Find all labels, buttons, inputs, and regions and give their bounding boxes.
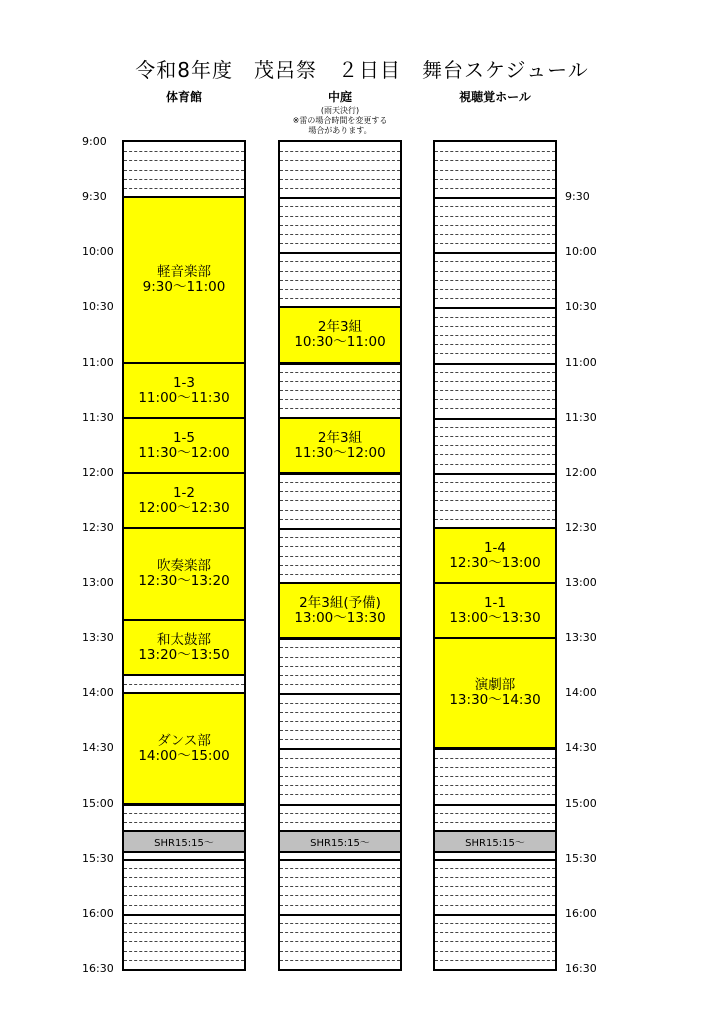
grid-line — [435, 408, 555, 409]
time-label-right: 16:00 — [565, 907, 597, 920]
time-label-right: 11:00 — [565, 356, 597, 369]
grid-line — [280, 657, 400, 658]
grid-line — [124, 932, 244, 933]
grid-line — [435, 859, 555, 861]
time-label-left: 10:30 — [82, 300, 114, 313]
column-header-gym: 体育館 — [165, 90, 202, 104]
grid-line — [435, 785, 555, 786]
event-block — [433, 637, 557, 749]
event-time: 11:30〜12:00 — [138, 444, 230, 461]
time-label-left: 9:00 — [82, 135, 107, 148]
time-label-right: 13:00 — [565, 576, 597, 589]
grid-line — [435, 271, 555, 272]
grid-line — [124, 160, 244, 161]
grid-line — [435, 289, 555, 290]
event-time: 13:00〜13:30 — [294, 609, 386, 626]
time-label-left: 14:30 — [82, 741, 114, 754]
schedule-column-courtyard — [278, 140, 402, 971]
grid-line — [280, 399, 400, 400]
grid-line — [280, 712, 400, 713]
grid-line — [435, 932, 555, 933]
grid-line — [435, 822, 555, 823]
grid-line — [435, 170, 555, 171]
event-time: 12:30〜13:20 — [138, 573, 230, 589]
grid-line — [435, 886, 555, 887]
event-time: 13:00〜13:30 — [449, 609, 541, 626]
schedule-column-gym — [122, 140, 246, 971]
time-label-left: 11:30 — [82, 411, 114, 424]
time-label-right: 11:30 — [565, 411, 597, 424]
grid-line — [280, 298, 400, 299]
time-label-left: 13:00 — [82, 576, 114, 589]
grid-line — [280, 151, 400, 152]
grid-line — [280, 216, 400, 217]
grid-line — [435, 482, 555, 483]
event-label: ダンス部 — [157, 732, 211, 749]
time-label-right: 16:30 — [565, 962, 597, 975]
grid-line — [124, 960, 244, 961]
grid-line — [280, 482, 400, 483]
event-block — [433, 582, 557, 639]
event-time: 11:00〜11:30 — [138, 389, 230, 406]
grid-line — [435, 344, 555, 345]
grid-line — [124, 813, 244, 814]
grid-line — [435, 353, 555, 354]
event-time: 11:30〜12:00 — [294, 444, 386, 461]
grid-line — [280, 776, 400, 777]
grid-line — [124, 886, 244, 887]
grid-line — [280, 794, 400, 795]
grid-line — [435, 491, 555, 492]
grid-line — [280, 730, 400, 731]
time-label-right: 15:00 — [565, 797, 597, 810]
weather-note — [260, 106, 420, 136]
event-label: 2年3組(予備) — [299, 594, 381, 611]
grid-line — [435, 307, 555, 309]
event-block — [122, 362, 246, 419]
grid-line — [124, 877, 244, 878]
event-time: 9:30〜11:00 — [142, 279, 226, 295]
grid-line — [435, 418, 555, 420]
time-label-left: 15:00 — [82, 797, 114, 810]
column-header-courtyard: 中庭 — [327, 90, 352, 104]
grid-line — [124, 151, 244, 152]
event-label: 1-3 — [172, 374, 196, 391]
event-block — [122, 196, 246, 364]
grid-line — [280, 748, 400, 750]
grid-line — [435, 473, 555, 475]
grid-line — [280, 280, 400, 281]
grid-line — [280, 179, 400, 180]
grid-line — [280, 574, 400, 575]
grid-line — [280, 684, 400, 685]
event-block — [433, 527, 557, 584]
grid-line — [435, 914, 555, 916]
grid-line — [280, 252, 400, 254]
grid-line — [435, 216, 555, 217]
grid-line — [280, 261, 400, 262]
grid-line — [124, 905, 244, 906]
grid-line — [435, 252, 555, 254]
grid-line — [124, 859, 244, 861]
grid-line — [280, 289, 400, 290]
grid-line — [280, 491, 400, 492]
time-label-left: 10:00 — [82, 245, 114, 258]
grid-line — [435, 960, 555, 961]
shr-bar: SHR15:15〜 — [433, 830, 557, 853]
grid-line — [435, 234, 555, 235]
weather-note-line: (雨天決行) — [320, 106, 360, 115]
grid-line — [280, 206, 400, 207]
grid-line — [280, 647, 400, 648]
time-label-right: 13:30 — [565, 631, 597, 644]
grid-line — [280, 408, 400, 409]
grid-line — [280, 565, 400, 566]
grid-line — [435, 454, 555, 455]
event-block — [278, 417, 402, 474]
grid-line — [280, 528, 400, 530]
grid-line — [280, 666, 400, 667]
time-label-left: 9:30 — [82, 190, 107, 203]
grid-line — [280, 804, 400, 806]
grid-line — [280, 960, 400, 961]
grid-line — [280, 758, 400, 759]
grid-line — [124, 188, 244, 189]
time-label-left: 12:30 — [82, 521, 114, 534]
grid-line — [280, 877, 400, 878]
grid-line — [124, 951, 244, 952]
event-block — [122, 619, 246, 676]
grid-line — [280, 859, 400, 861]
time-label-left: 12:00 — [82, 466, 114, 479]
grid-line — [435, 500, 555, 501]
grid-line — [280, 372, 400, 373]
grid-line — [280, 693, 400, 695]
time-label-left: 16:30 — [82, 962, 114, 975]
grid-line — [280, 381, 400, 382]
grid-line — [280, 500, 400, 501]
grid-line — [435, 776, 555, 777]
event-label: 演劇部 — [474, 677, 516, 693]
event-block — [122, 692, 246, 805]
grid-line — [435, 243, 555, 244]
grid-line — [280, 886, 400, 887]
grid-line — [435, 372, 555, 373]
grid-line — [124, 822, 244, 823]
grid-line — [435, 197, 555, 199]
event-time: 12:30〜13:00 — [449, 554, 541, 571]
shr-bar: SHR15:15〜 — [278, 830, 402, 853]
grid-line — [124, 941, 244, 942]
shr-bar: SHR15:15〜 — [122, 830, 246, 853]
grid-line — [280, 923, 400, 924]
grid-line — [435, 436, 555, 437]
grid-line — [280, 537, 400, 538]
grid-line — [435, 225, 555, 226]
grid-line — [124, 868, 244, 869]
grid-line — [435, 381, 555, 382]
event-time: 13:30〜14:30 — [449, 692, 541, 708]
time-label-left: 16:00 — [82, 907, 114, 920]
time-label-left: 11:00 — [82, 356, 114, 369]
grid-line — [280, 510, 400, 511]
event-label: 軽音楽部 — [157, 264, 211, 280]
grid-line — [435, 261, 555, 262]
grid-line — [435, 188, 555, 189]
event-time: 12:00〜12:30 — [138, 499, 230, 516]
grid-line — [280, 243, 400, 244]
grid-line — [280, 556, 400, 557]
grid-line — [435, 326, 555, 327]
grid-line — [435, 804, 555, 806]
grid-line — [280, 813, 400, 814]
event-time: 13:20〜13:50 — [138, 646, 230, 663]
grid-line — [280, 941, 400, 942]
grid-line — [435, 519, 555, 520]
event-block — [278, 582, 402, 639]
grid-line — [435, 390, 555, 391]
schedule-column-av-hall — [433, 140, 557, 971]
time-label-left: 13:30 — [82, 631, 114, 644]
column-header-av-hall: 視聴覚ホール — [459, 90, 531, 104]
event-label: 吹奏楽部 — [157, 558, 211, 574]
grid-line — [435, 280, 555, 281]
grid-line — [124, 914, 244, 916]
time-label-left: 14:00 — [82, 686, 114, 699]
grid-line — [124, 684, 244, 685]
event-block — [278, 306, 402, 364]
grid-line — [124, 179, 244, 180]
event-label: 1-5 — [172, 429, 196, 446]
grid-line — [435, 427, 555, 428]
event-block — [122, 472, 246, 529]
grid-line — [280, 785, 400, 786]
grid-line — [124, 170, 244, 171]
grid-line — [435, 151, 555, 152]
event-label: 和太鼓部 — [157, 631, 211, 648]
event-label: 1-4 — [483, 539, 507, 556]
time-label-right: 12:00 — [565, 466, 597, 479]
grid-line — [435, 399, 555, 400]
grid-line — [435, 923, 555, 924]
event-label: 2年3組 — [317, 319, 363, 335]
grid-line — [280, 914, 400, 916]
event-label: 1-1 — [483, 594, 507, 611]
grid-line — [280, 951, 400, 952]
grid-line — [435, 794, 555, 795]
time-label-right: 14:00 — [565, 686, 597, 699]
time-label-right: 12:30 — [565, 521, 597, 534]
grid-line — [435, 179, 555, 180]
weather-note-line: ※雷の場合時間を変更する — [292, 116, 388, 125]
grid-line — [280, 188, 400, 189]
event-time: 14:00〜15:00 — [138, 747, 230, 764]
grid-line — [435, 758, 555, 759]
grid-line — [280, 225, 400, 226]
grid-line — [435, 335, 555, 336]
grid-line — [124, 923, 244, 924]
grid-line — [280, 546, 400, 547]
grid-line — [435, 905, 555, 906]
time-label-right: 14:30 — [565, 741, 597, 754]
grid-line — [280, 675, 400, 676]
page-title: 令和8年度 茂呂祭 ２日目 舞台スケジュール — [135, 58, 589, 82]
grid-line — [435, 877, 555, 878]
time-label-right: 9:30 — [565, 190, 590, 203]
grid-line — [280, 234, 400, 235]
grid-line — [435, 445, 555, 446]
grid-line — [280, 905, 400, 906]
time-label-right: 15:30 — [565, 852, 597, 865]
grid-line — [435, 464, 555, 465]
grid-line — [280, 822, 400, 823]
grid-line — [435, 868, 555, 869]
event-block — [122, 417, 246, 474]
event-time: 10:30〜11:00 — [294, 334, 386, 350]
grid-line — [280, 721, 400, 722]
grid-line — [435, 510, 555, 511]
grid-line — [435, 951, 555, 952]
grid-line — [280, 767, 400, 768]
grid-line — [435, 298, 555, 299]
grid-line — [280, 703, 400, 704]
grid-line — [435, 895, 555, 896]
grid-line — [280, 197, 400, 199]
grid-line — [435, 317, 555, 318]
grid-line — [435, 363, 555, 365]
event-label: 1-2 — [172, 484, 196, 501]
time-label-right: 10:00 — [565, 245, 597, 258]
grid-line — [124, 895, 244, 896]
grid-line — [280, 160, 400, 161]
grid-line — [435, 767, 555, 768]
grid-line — [435, 160, 555, 161]
time-label-left: 15:30 — [82, 852, 114, 865]
grid-line — [435, 941, 555, 942]
time-label-right: 10:30 — [565, 300, 597, 313]
grid-line — [280, 170, 400, 171]
grid-line — [280, 739, 400, 740]
event-label: 2年3組 — [317, 429, 363, 446]
grid-line — [280, 271, 400, 272]
grid-line — [435, 813, 555, 814]
grid-line — [280, 895, 400, 896]
grid-line — [280, 932, 400, 933]
grid-line — [280, 390, 400, 391]
grid-line — [280, 519, 400, 520]
event-block — [122, 527, 246, 621]
grid-line — [280, 868, 400, 869]
weather-note-line: 場合があります。 — [308, 126, 372, 135]
grid-line — [435, 206, 555, 207]
